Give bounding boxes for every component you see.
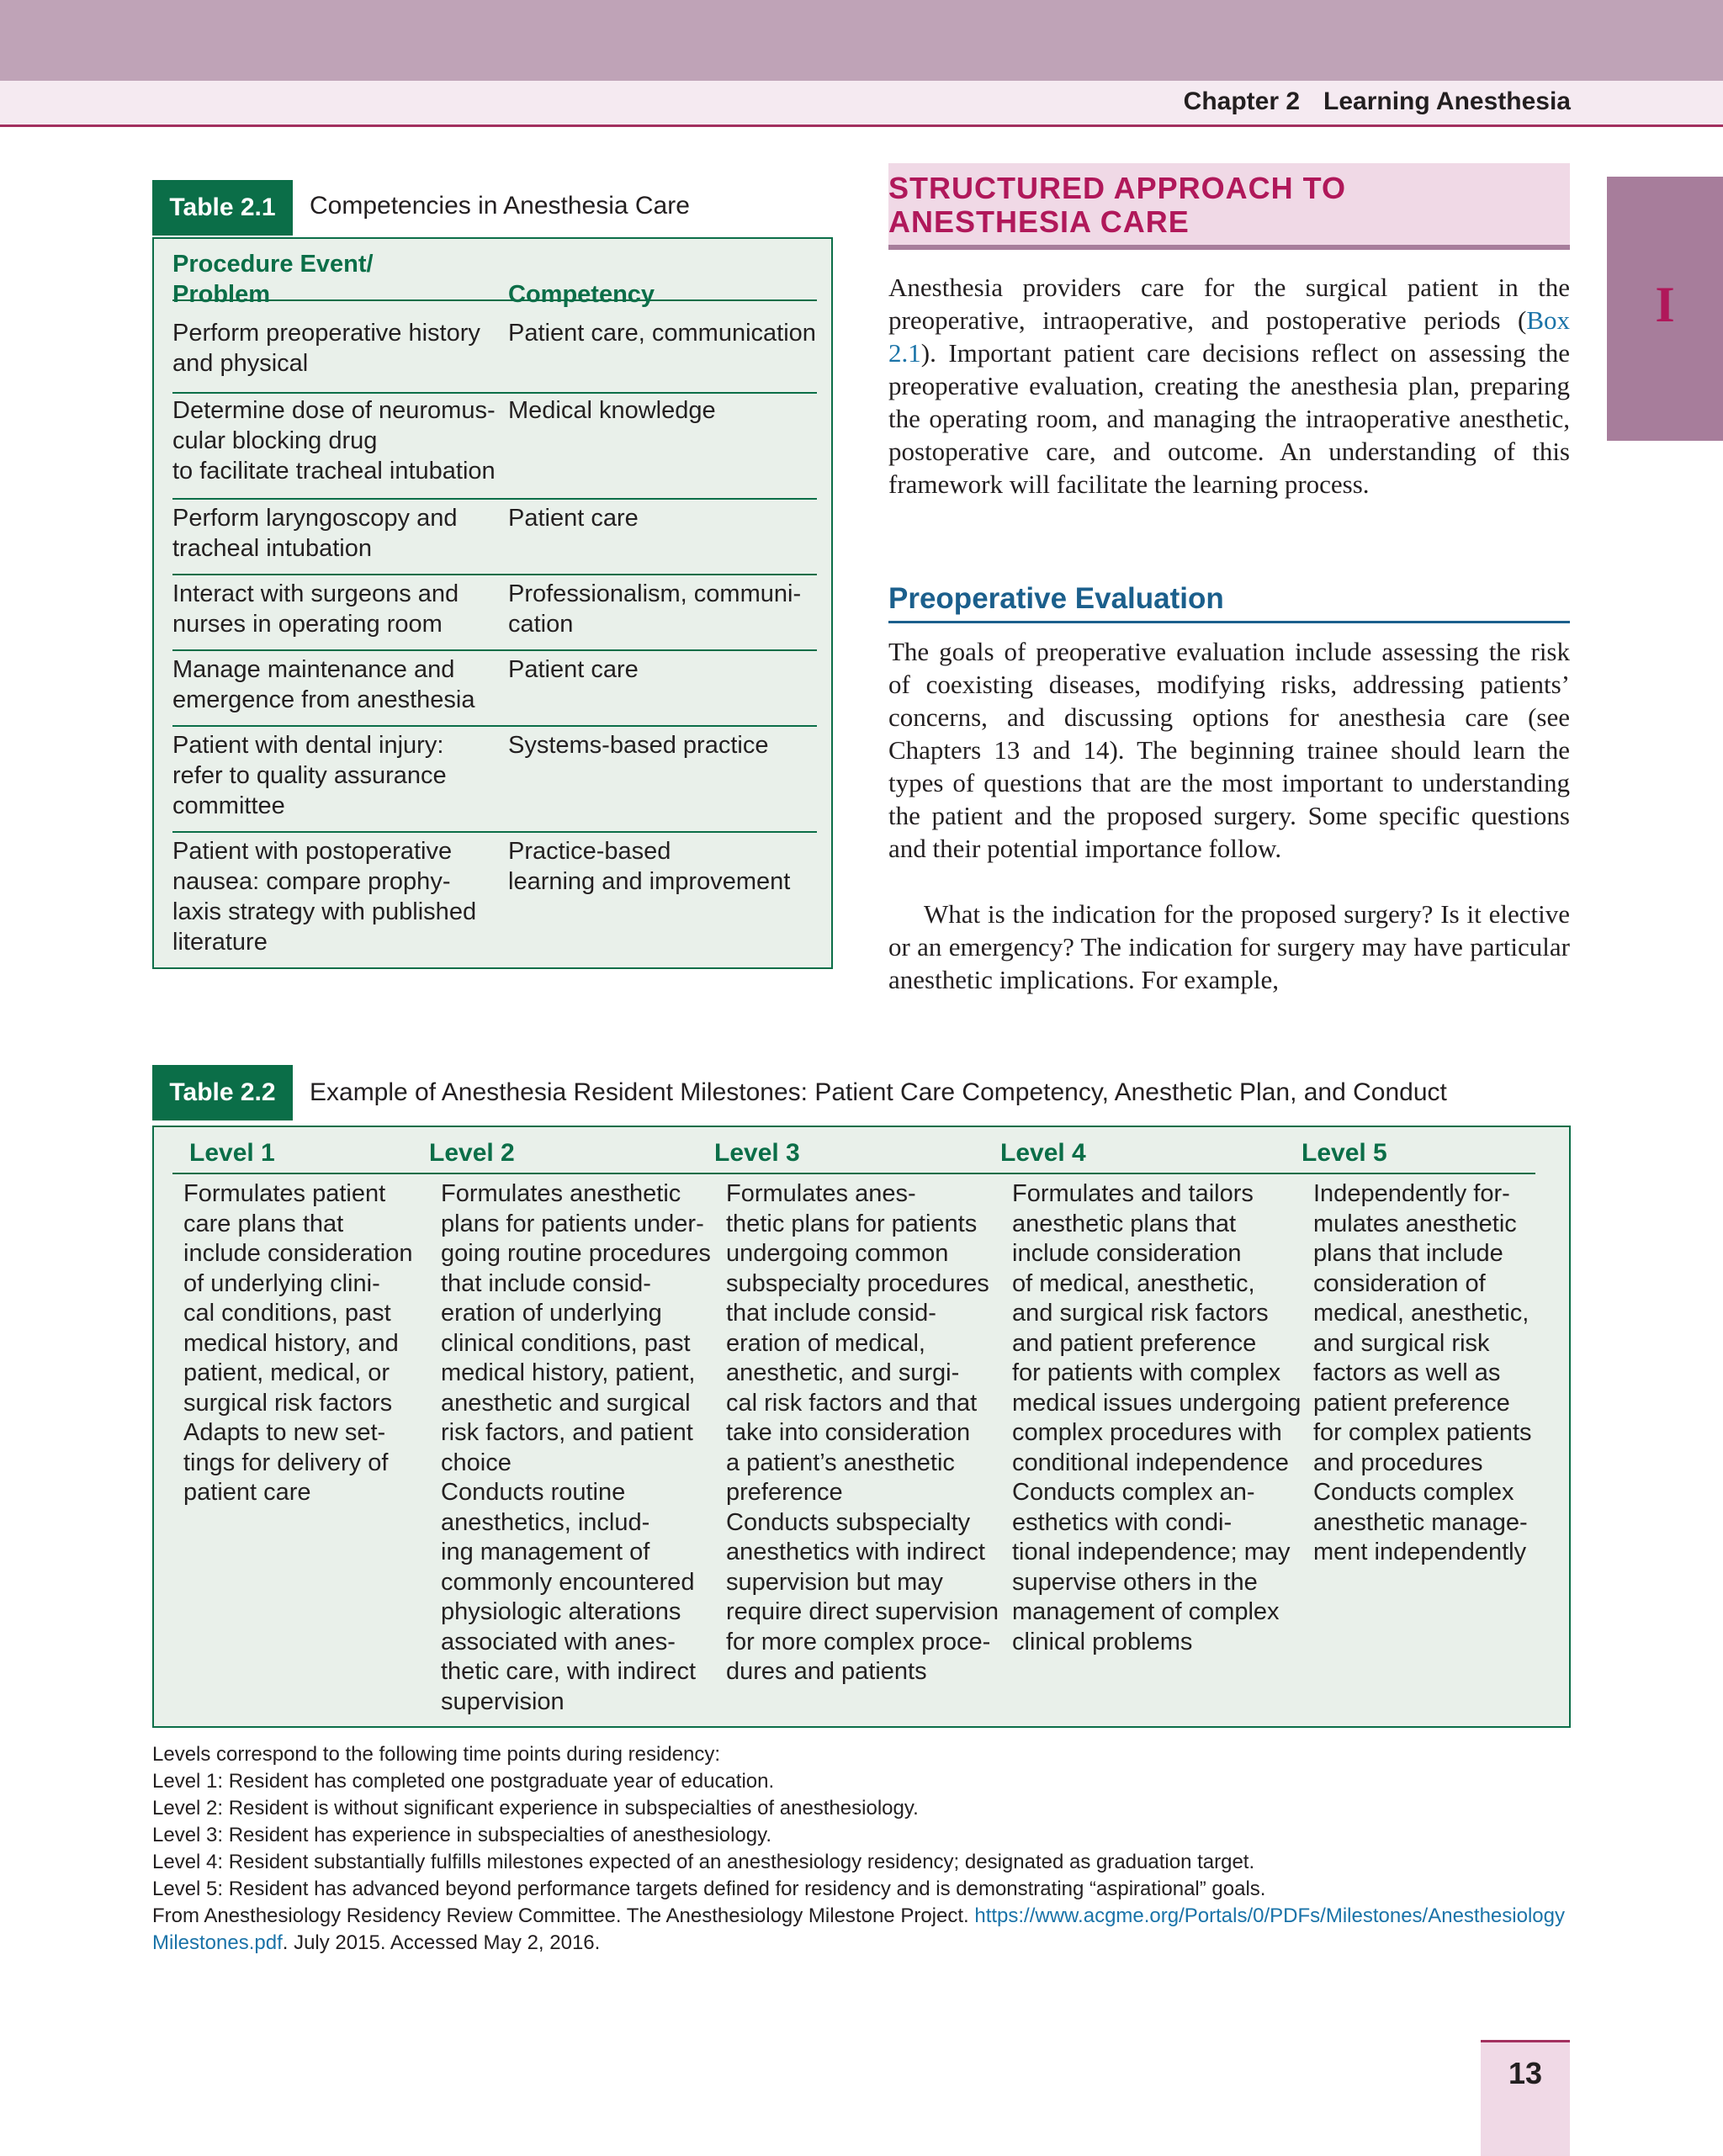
- top-color-band: [0, 0, 1723, 81]
- table1-competency: Patient care: [508, 505, 639, 532]
- chapter-number: Chapter 2: [1183, 87, 1301, 115]
- table1-col1-header: Procedure Event/ Problem: [172, 251, 374, 308]
- table1-row: [172, 318, 817, 394]
- table1-col2-header: Competency: [508, 281, 655, 308]
- page-number: 13: [1508, 2056, 1543, 2090]
- table1-row: [172, 727, 817, 833]
- table1-row: [172, 651, 817, 727]
- table2-level-header: Level 5: [1302, 1139, 1387, 1167]
- section-tab: [1607, 177, 1723, 441]
- table1-competency: Professionalism, communi- cation: [508, 580, 802, 638]
- table2-level-header: Level 4: [1000, 1139, 1086, 1167]
- table1-caption: Competencies in Anesthesia Care: [310, 192, 690, 220]
- footnote-line: Level 5: Resident has advanced beyond performance targets defined for residency and is demonstrating “aspirational” goals.: [152, 1878, 1266, 1900]
- footnote-line: Level 1: Resident has completed one postgraduate year of education.: [152, 1770, 775, 1793]
- source-date: . July 2015. Accessed May 2, 2016.: [282, 1931, 601, 1954]
- table2-level1-cell: Formulates patient care plans that include consideration of underlying clini- cal conditions, past medical history, and patient, medical, or surgical risk factors Adapts to new set- tings for delivery of patient care: [183, 1180, 413, 1506]
- table1-event: Determine dose of neuromus- cular blocking drug to facilitate tracheal intubation: [172, 397, 496, 485]
- footnote-line: Level 3: Resident has experience in subspecialties of anesthesiology.: [152, 1824, 772, 1846]
- table1-competency: Systems-based practice: [508, 732, 769, 759]
- table2-level3-cell: Formulates anes- thetic plans for patients undergoing common subspecialty procedures that include consid- eration of medical, anesthetic, and surgi- cal risk factors and that take into consideration a patient’s anesthetic preference Conducts subspecialty anesthetics with indirect supervision but may require direct supervision for more complex proce- dures and patients: [726, 1180, 999, 1685]
- source-text: From Anesthesiology Residency Review Committee. The Anesthesiology Milestone Project.: [152, 1904, 975, 1927]
- table2-level2-cell: Formulates anesthetic plans for patients under- going routine procedures that include consid- eration of underlying clinical conditions, past medical history, patient, anesthetic and surgical risk factors, and patient choice Conducts routine anesthetics, includ- ing management of commonly encountered physiologic alterations associated with anes- thetic care, with indirect supervision: [441, 1180, 711, 1715]
- table1-event: Patient with dental injury: refer to quality assurance committee: [172, 732, 447, 819]
- table2-caption: Example of Anesthesia Resident Milestones: Patient Care Competency, Anesthetic Plan, and Conduct: [310, 1078, 1447, 1106]
- table1-row: [172, 833, 817, 959]
- table1-event: Interact with surgeons and nurses in operating room: [172, 580, 459, 638]
- section-heading-box: [888, 163, 1570, 250]
- table2: [152, 1126, 1571, 1728]
- running-head: [1184, 87, 1571, 116]
- footnote-line: Level 4: Resident substantially fulfills milestones expected of an anesthesiology residency; designated as graduation target.: [152, 1851, 1255, 1873]
- preop-paragraph: The goals of preoperative evaluation include assessing the risk of coexisting diseases, modifying risks, addressing patients’ concerns, and discussing options for anesthesia care (see Chapters 13 and 14). The beginning trainee should learn the types of questions that are the most important to understanding the patient and the proposed surgery. Some specific questions and their potential importance follow.: [888, 637, 1570, 863]
- table1-competency: Patient care, communication: [508, 320, 816, 347]
- table2-label: Table 2.2: [152, 1065, 293, 1120]
- table1-event: Perform laryngoscopy and tracheal intubation: [172, 505, 458, 562]
- table2-level5-cell: Independently for- mulates anesthetic plans that include consideration of medical, anesthetic, and surgical risk factors as well as patient preference for complex patients and procedures Conducts complex anesthetic manage- ment independently: [1313, 1180, 1532, 1565]
- table1-row: [172, 500, 817, 575]
- table1-label: Table 2.1: [152, 180, 293, 236]
- table1-competency: Medical knowledge: [508, 397, 716, 424]
- section-tab-label: I: [1655, 277, 1675, 332]
- footnote-line: Level 2: Resident is without significant experience in subspecialties of anesthesiology.: [152, 1797, 919, 1820]
- intro-paragraph: [888, 271, 1570, 501]
- table2-level-header: Level 2: [429, 1139, 515, 1167]
- table1-competency: Patient care: [508, 656, 639, 683]
- table1-event: Manage maintenance and emergence from anesthesia: [172, 656, 475, 713]
- footnote-line: Levels correspond to the following time points during residency:: [152, 1743, 721, 1766]
- table1-event: Patient with postoperative nausea: compare prophy- laxis strategy with published literature: [172, 838, 477, 956]
- page-number-box: [1481, 2040, 1570, 2156]
- table1: [152, 237, 833, 969]
- section-heading: STRUCTURED APPROACH TO ANESTHESIA CARE: [888, 171, 1347, 239]
- table2-level-header: Level 1: [189, 1139, 275, 1167]
- table1-header: [172, 249, 817, 308]
- footnote-source: [152, 1903, 1574, 1957]
- source-url-link[interactable]: https://www.acgme.org/Portals/0/PDFs/Milestones/AnesthesiologyMilestones.pdf: [152, 1904, 1565, 1954]
- box-2-1-link[interactable]: Box 2.1: [888, 305, 1570, 368]
- chapter-title: Learning Anesthesia: [1323, 87, 1571, 115]
- table2-header-rule: [172, 1173, 1535, 1174]
- preoperative-evaluation-heading: Preoperative Evaluation: [888, 582, 1570, 623]
- table2-level4-cell: Formulates and tailors anesthetic plans that include consideration of medical, anesthetic, and surgical risk factors and patient preference for patients with complex medical issues undergoing complex procedures with conditional independence Conducts complex an- esthetics with condi- tional independence; may supervise others in the management of complex clinical problems: [1012, 1180, 1302, 1655]
- intro-text-b: ). Important patient care decisions reflect on assessing the preoperative evaluation, creating the anesthesia plan, preparing the operating room, and managing the intraoperative anesthetic, postoperative care, and outcome. An understanding of this framework will facilitate the learning process.: [888, 338, 1570, 499]
- intro-text-a: Anesthesia providers care for the surgical patient in the preoperative, intraoperative, and postoperative periods (: [888, 273, 1570, 335]
- table2-footnotes: [152, 1741, 1574, 1957]
- table1-row: [172, 575, 817, 651]
- indication-paragraph: What is the indication for the proposed surgery? Is it elective or an emergency? The indication for surgery may have particular anesthetic implications. For example,: [888, 899, 1570, 994]
- table1-row: [172, 394, 817, 500]
- table2-level-header: Level 3: [714, 1139, 800, 1167]
- table1-competency: Practice-based learning and improvement: [508, 838, 791, 895]
- table1-event: Perform preoperative history and physical: [172, 320, 480, 377]
